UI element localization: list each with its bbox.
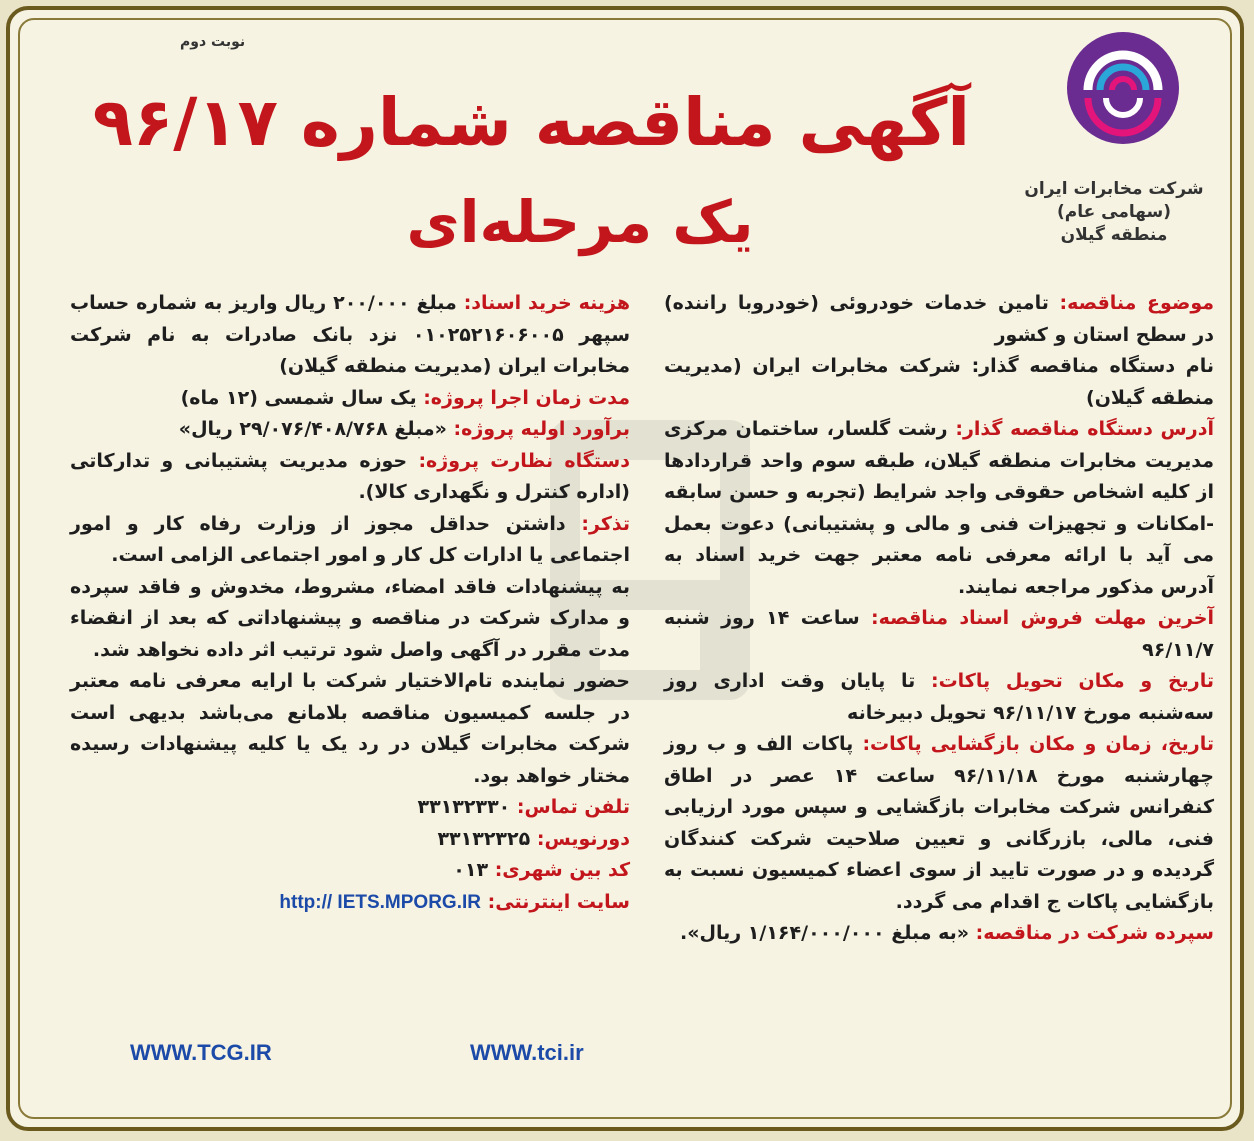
contact-label: سایت اینترنتی: [487, 890, 630, 913]
clause-label: آخرین مهلت فروش اسناد مناقصه: [871, 607, 1214, 629]
company-type: (سهامی عام) [1057, 202, 1171, 222]
tcg-link[interactable]: WWW.TCG.IR [130, 1040, 272, 1065]
clause-document-cost [70, 288, 630, 383]
tci-logo-icon [1048, 28, 1198, 148]
company-region: منطقه گیلان [1060, 225, 1168, 245]
contact-label: دورنویس: [536, 827, 630, 850]
contact-value: ۳۳۱۳۲۳۳۰ [417, 796, 511, 818]
company-block [1014, 178, 1214, 247]
contact-website [70, 887, 630, 919]
clause-label: برآورد اولیه پروژه: [453, 418, 630, 440]
clause-delivery [664, 666, 1214, 729]
clause-text: «به مبلغ ۱/۱۶۴/۰۰۰/۰۰۰ ریال». [679, 922, 976, 944]
clause-duration [70, 383, 630, 415]
clause-text: نام دستگاه مناقصه گذار: شرکت مخابرات ایران (مدیریت منطقه گیلان) [664, 355, 1214, 409]
clause-invalid-bids [70, 572, 630, 667]
clause-text: ساعت ۱۴ روز شنبه ۹۶/۱۱/۷ [664, 607, 1214, 661]
clause-label: تاریخ و مکان تحویل پاکات: [930, 670, 1214, 692]
right-column [664, 288, 1214, 950]
contact-value: ۰۱۳ [453, 859, 489, 881]
clause-opening [664, 729, 1214, 918]
clause-text: مبلغ ۲۰۰/۰۰۰ ریال واریز به شماره حساب سپهر ۰۱۰۲۵۲۱۶۰۶۰۰۵ نزد بانک صادرات به نام شرکت مخابرات ایران (مدیریت منطقه گیلان) [70, 292, 630, 377]
clause-label: تاریخ، زمان و مکان بازگشایی پاکات: [862, 733, 1214, 755]
ad-subtitle: یک مرحله‌ای [406, 188, 754, 256]
contact-label: کد بین شهری: [494, 859, 630, 881]
clause-text: پاکات الف و ب روز چهارشنبه مورخ ۹۶/۱۱/۱۸ ساعت ۱۴ عصر در اطاق کنفرانس شرکت مخابرات بازگشایی و سپس مورد ارزیابی فنی، مالی، بازرگانی و تعیین صلاحیت شرکت کنندگان گردیده و در صورت تایید از سوی اعضاء کمیسیون نسبت به بازگشایی پاکات ج اقدام می گردد. [664, 733, 1214, 913]
contact-fax [70, 824, 630, 856]
clause-text: حوزه مدیریت پشتیبانی و تدارکاتی (اداره کنترل و نگهداری کالا). [70, 449, 630, 503]
ad-title: آگهی مناقصه شماره ۹۶/۱۷ [92, 84, 970, 161]
clause-label: آدرس دستگاه مناقصه گذار: [955, 418, 1214, 440]
clause-label: دستگاه نظارت پروژه: [418, 449, 630, 472]
clause-text: رشت گلسار، ساختمان مرکزی مدیریت مخابرات منطقه گیلان، طبقه سوم واحد قراردادها از کلیه اشخاص حقوقی واجد شرایط (تجربه و حسن سابقه -امکانات و تجهیزات فنی و مالی و پشتیبانی) دعوت بعمل می آید با ارائه معرفی نامه معتبر جهت خرید اسناد به آدرس مذکور مراجعه نمایند. [664, 418, 1214, 598]
clause-text: داشتن حداقل مجوز از وزارت رفاه کار و امور اجتماعی یا ادارات کل کار و امور اجتماعی الزامی است. [70, 512, 630, 566]
clause-representative [70, 666, 630, 792]
clause-label: مدت زمان اجرا پروژه: [423, 386, 630, 409]
clause-supervisor [70, 446, 630, 509]
clause-address [664, 414, 1214, 603]
clause-deposit [664, 918, 1214, 950]
clause-text: حضور نماینده تام‌الاختیار شرکت با ارایه معرفی نامه معتبر در جلسه کمیسیون مناقصه بلامانع می‌باشد بدیهی است شرکت مخابرات گیلان در رد یک یا کلیه پیشنهادات رسیده مختار خواهد بود. [70, 670, 630, 787]
clause-organizer [664, 351, 1214, 414]
contact-phone [70, 792, 630, 824]
clause-text: یک سال شمسی (۱۲ ماه) [180, 386, 424, 409]
clause-text: تامین خدمات خودروئی (خودروبا راننده) در سطح استان و کشور [664, 292, 1214, 346]
company-name: شرکت مخابرات ایران [1024, 179, 1204, 199]
tci-link[interactable]: WWW.tci.ir [470, 1040, 584, 1065]
website-link[interactable]: http:// IETS.MPORG.IR [279, 891, 481, 913]
clause-subject [664, 288, 1214, 351]
clause-deadline [664, 603, 1214, 666]
contact-value: ۳۳۱۳۲۳۲۵ [437, 827, 531, 850]
clause-text: تا پایان وقت اداری روز سه‌شنبه مورخ ۹۶/۱۱/۱۷ تحویل دبیرخانه [664, 670, 1214, 724]
clause-label: تذکر: [581, 512, 630, 535]
clause-note [70, 509, 630, 572]
clause-text: به پیشنهادات فاقد امضاء، مشروط، مخدوش و فاقد سپرده و مدارک شرکت در مناقصه و پیشنهاداتی که بعد از انقضاء مدت مقرر در آگهی واصل شود ترتیب اثر داده نخواهد شد. [70, 575, 630, 661]
clause-label: سپرده شرکت در مناقصه: [975, 922, 1214, 944]
clause-label: هزینه خرید اسناد: [463, 292, 630, 314]
clause-text: «مبلغ ۲۹/۰۷۶/۴۰۸/۷۶۸ ریال» [178, 418, 454, 440]
contact-label: تلفن تماس: [516, 796, 630, 818]
round-label: نوبت دوم [180, 34, 246, 50]
clause-label: موضوع مناقصه: [1059, 292, 1214, 314]
clause-estimate [70, 414, 630, 446]
contact-area-code [70, 855, 630, 887]
left-column [70, 288, 630, 918]
